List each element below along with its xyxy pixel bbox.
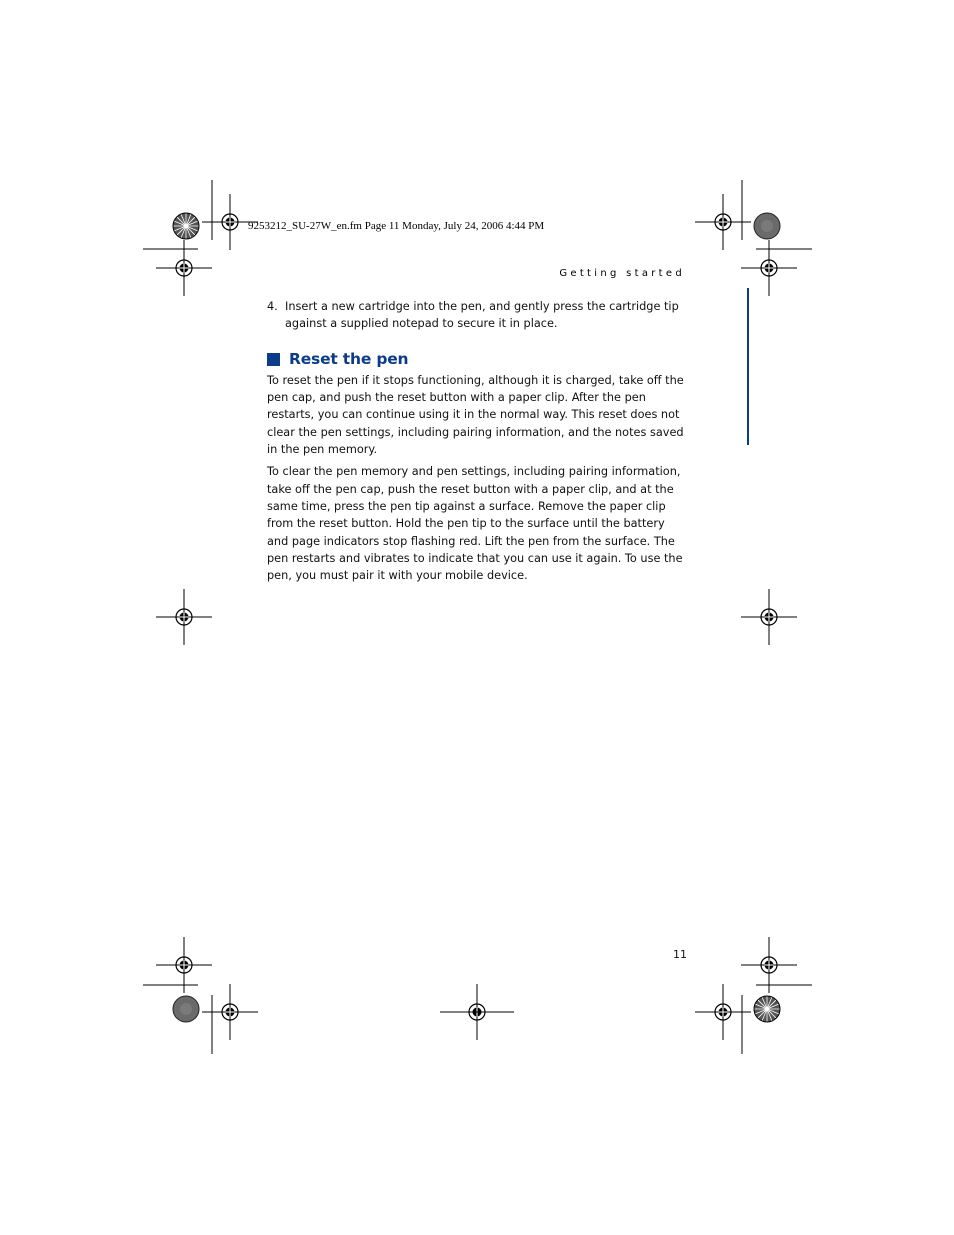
starlight-mark-icon — [173, 213, 199, 239]
page-number: 11 — [673, 948, 687, 961]
running-head: Getting started — [559, 268, 685, 279]
heading-square-icon — [267, 353, 280, 366]
registration-mark-icon — [695, 194, 751, 250]
registration-mark-icon — [156, 589, 212, 645]
registration-mark-icon — [741, 589, 797, 645]
registration-mark-icon — [202, 984, 258, 1040]
section-thumb-bar — [747, 288, 749, 445]
starlight-mark-icon — [754, 996, 780, 1022]
body-paragraph: To clear the pen memory and pen settings, including pairing information, take off the pen cap, push the reset button with a paper clip, and at the same time, press the pen tip against a surface. Remove the paper clip from the reset button. Hold the pen tip to the surface until the battery and page indicators stop flashing red. Lift the pen from the surface. The pen restarts and vibrates to indicate that you can use it again. To use the pen, you must pair it with your mobile device. — [267, 465, 683, 583]
registration-mark-icon — [156, 240, 212, 296]
body-paragraph: To reset the pen if it stops functioning, although it is charged, take off the pen cap, and push the reset button with a paper clip. After the pen restarts, you can continue using it in the normal way. This reset does not clear the pen settings, including pairing information, and the notes saved in the pen memory. — [267, 373, 684, 457]
color-spot-icon — [754, 213, 780, 239]
page-content — [267, 298, 687, 589]
step-item — [267, 298, 687, 333]
step-number: 4. — [267, 300, 278, 313]
section-heading — [267, 351, 687, 368]
section-title: Reset the pen — [289, 349, 409, 368]
file-slug: 9253212_SU-27W_en.fm Page 11 Monday, July 24, 2006 4:44 PM — [248, 220, 545, 232]
registration-mark-icon — [695, 984, 751, 1040]
step-text: Insert a new cartridge into the pen, and gently press the cartridge tip against a supplied notepad to secure it in place. — [285, 300, 679, 331]
color-spot-icon — [173, 996, 199, 1022]
registration-mark-icon — [741, 240, 797, 296]
